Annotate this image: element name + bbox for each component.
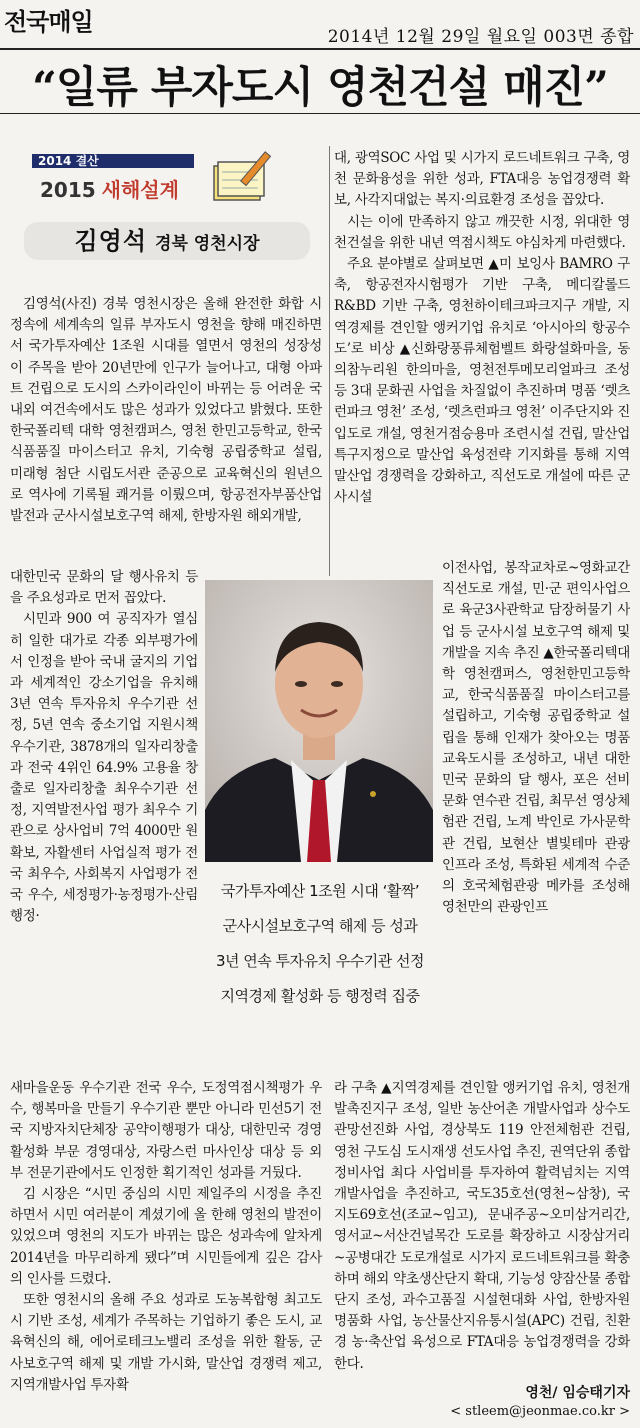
paragraph: 시는 이에 만족하지 않고 깨끗한 시정, 위대한 영천건설을 위한 내년 역점시책도 야심차게 마련했다. — [334, 213, 630, 251]
series-box — [10, 148, 324, 268]
column-rule — [329, 146, 330, 576]
series-title — [40, 174, 179, 203]
body-col-right-top — [334, 148, 630, 558]
body-col-left-narrow — [10, 567, 198, 1077]
pull-quote: 3년 연속 투자유치 우수기관 선정 — [216, 952, 424, 970]
body-col-right-bottom — [334, 1078, 630, 1378]
portrait-photo — [205, 580, 433, 862]
paragraph: 김 시장은 “시민 중심의 시민 제일주의 시정을 추진하면서 시민 여러분이 계셨기에 올 한해 영천의 발전이 있었으며 영천의 지도가 바뀌는 많은 성과속에 알차게 2014년을 마무리하게 됐다”며 시민들에게 깊은 감사의 인사를 드렸다. — [10, 1186, 322, 1287]
paragraph: 김영석(사진) 경북 영천시장은 올해 완전한 화합 시정속에 세계속의 일류 부자도시 영천을 향해 매진하면서 국가투자예산 1조원 시대를 열면서 영천의 성장성이 주목을 받아 20년만에 인구가 늘어나고, 대형 아파트 건립으로 도시의 스카이라인이 바뀌는 등 어려운 국내외 여건속에서도 많은 성과가 있었다고 밝혔다. 또한 한국폴리텍 대학 영천캠퍼스, 영천 한민고등학교, 한국 식품품질 마이스터고 유치, 기숙형 공립중학교 설립, 미래형 첨단 시립도서관 준공으로 교육혁신의 원년으로 역사에 기록될 쾌거를 이뤘으며, 항공전자부품산업 발전과 군사시설보호구역 해제, 한방자원 해외개발, — [10, 296, 322, 525]
paragraph: 대, 광역SOC 사업 및 시가지 로드네트워크 구축, 영천 문화융성을 위한 성과, FTA대응 농업경쟁력 확보, 사각지대없는 복지·의료환경 조성을 꼽았다. — [334, 150, 630, 209]
dateline: 2014년 12월 29일 월요일 003면 종합 — [327, 27, 634, 47]
masthead-divider — [0, 48, 640, 50]
pull-quote: 군사시설보호구역 해제 등 성과 — [222, 917, 418, 935]
notebook-pencil-icon — [206, 148, 286, 208]
paper-name: 전국매일 — [4, 8, 93, 36]
portrait-illustration — [205, 580, 433, 862]
pull-quote: 지역경제 활성화 등 행정력 집중 — [220, 987, 420, 1005]
headline: “일류 부자도시 영천건설 매진” — [32, 63, 608, 113]
paragraph: 라 구축 ▲지역경제를 견인할 앵커기업 유치, 영천개발촉진지구 조성, 일반 농산어촌 개발사업과 상수도 관망선진화 사업, 경상북도 119 안전체험관 건립, 영천 구도심 도시재생 선도사업 추진, 권역단위 종합정비사업 최다 사업비를 투자하여 활력넘치는 지역개발사업을 추진하고, 국도35호선(영천~삼창), 국지도69호선(조교~임고), 문내주공~오미삼거리간, 영서교~서산건널목간 도로를 확장하고 시장삼거리~공병대간 도로개설로 시가지 로드네트워크를 확충하며 해외 약초생산단지 확대, 기능성 양잠산물 종합단지 조성, 과수고품질 시설현대화 사업, 한방자원 명품화 사업, 농산물산지유통시설(APC) 건립, 친환경 농·축산업 육성으로 FTA대응 농업경쟁력을 강화한다. — [334, 1080, 630, 1372]
paragraph: 시민과 900 여 공직자가 열심히 일한 대가로 각종 외부평가에서 인정을 받아 국내 굴지의 기업과 세계적인 강소기업을 유치해 3년 연속 투자유치 우수기관 선정, 5년 연속 중소기업 지원시책 우수기관, 3878개의 일자리창출과 전국 4위인 64.9% 고용율 창출로 일자리창출 최우수기관 선정, 지역발전사업 평가 최우수 기관으로 상사업비 7억 4000만 원 확보, 자활센터 사업실적 평가 전국 최우수, 사회복지 사업평가 전국 우수, 세정평가·농정평가·산림행정· — [10, 611, 198, 925]
person-title: 경북 영천시장 — [155, 234, 260, 254]
body-col-right-narrow — [442, 558, 630, 1078]
body-col-left-bottom — [10, 1078, 322, 1418]
body-col-left-top — [10, 294, 322, 564]
byline: 영천/ 임승태기자 — [525, 1385, 630, 1401]
series-year: 2015 — [40, 178, 96, 202]
person-name: 김영석 — [74, 227, 148, 255]
series-title-text: 새해설계 — [101, 178, 179, 202]
headline-divider — [0, 113, 640, 114]
paragraph: 또한 영천시의 올해 주요 성과로 도농복합형 최고도시 기반 조성, 세계가 주목하는 기업하기 좋은 도시, 교육혁신의 해, 에어로테크노밸리 조성을 위한 활동, 군사보호구역 해제 및 개발 가시화, 말산업 경쟁력 제고, 지역개발사업 투자확 — [10, 1292, 322, 1393]
series-tag: 2014 결산 — [32, 154, 194, 168]
reporter-email: < stleem@jeonmae.co.kr > — [450, 1404, 630, 1419]
paragraph: 대한민국 문화의 달 행사유치 등을 주요성과로 먼저 꼽았다. — [10, 569, 198, 607]
person-name-band — [24, 222, 310, 260]
paragraph: 주요 분야별로 살펴보면 ▲미 보잉사 BAMRO 구축, 항공전자시험평가 기반 구축, 메디칼롤드 R&BD 기반 구축, 영천하이테크파크지구 개발, 지역경제를 견인할 앵커기업 유치로 ‘아시아의 항공수도’로 비상 ▲신화랑풍류체험벨트 화랑설화마을, 동의참누리원 한의마을, 영천전투메모리얼파크 조성 등 3대 문화권 사업을 차질없이 추진하며 명품 ‘렛츠런파크 영천’ 조성, ‘렛츠런파크 영천’ 이주단지와 진입도로 개설, 영천거점승용마 조련시설 건립, 말산업 특구지정으로 말산업 육성전략 기지화를 통해 지역 말산업 경쟁력을 강화하고, 직선도로 개설에 따른 군사시설 — [334, 256, 630, 506]
paragraph: 이전사업, 봉작교차로~영화교간 직선도로 개설, 민·군 편익사업으로 육군3사관학교 담장허물기 사업 등 군사시설 보호구역 해제 및 개발을 지속 추진 ▲한국폴리텍대학 영천캠퍼스, 영천한민고등학교, 한국식품품질 마이스터고를 설립하고, 기숙형 공립중학교 설립을 통해 인재가 찾아오는 명품 교육도시를 조성하고, 내년 대한민국 문화의 달 행사, 포은 선비문화 연수관 건립, 최무선 영상체험관 건립, 노계 박인로 가사문학관 건립, 보현산 별빛테마 관광 인프라 조성, 특화된 세계적 수준의 호국체험관광 메카를 조성해 영천만의 관광인프 — [442, 560, 630, 916]
masthead — [0, 0, 640, 50]
pull-quote: 국가투자예산 1조원 시대 ‘활짝’ — [220, 882, 420, 900]
pull-quotes — [205, 874, 435, 1014]
paragraph: 새마을운동 우수기관 전국 우수, 도정역점시책평가 우수, 행복마을 만들기 우수기관 뿐만 아니라 민선5기 전국 지방자치단체장 공약이행평가 대상, 대한민국 경영활성화 부문 경영대상, 자랑스런 마사인상 대상 등 외부 전문기관에서도 인정한 획기적인 성과를 거뒀다. — [10, 1080, 322, 1181]
